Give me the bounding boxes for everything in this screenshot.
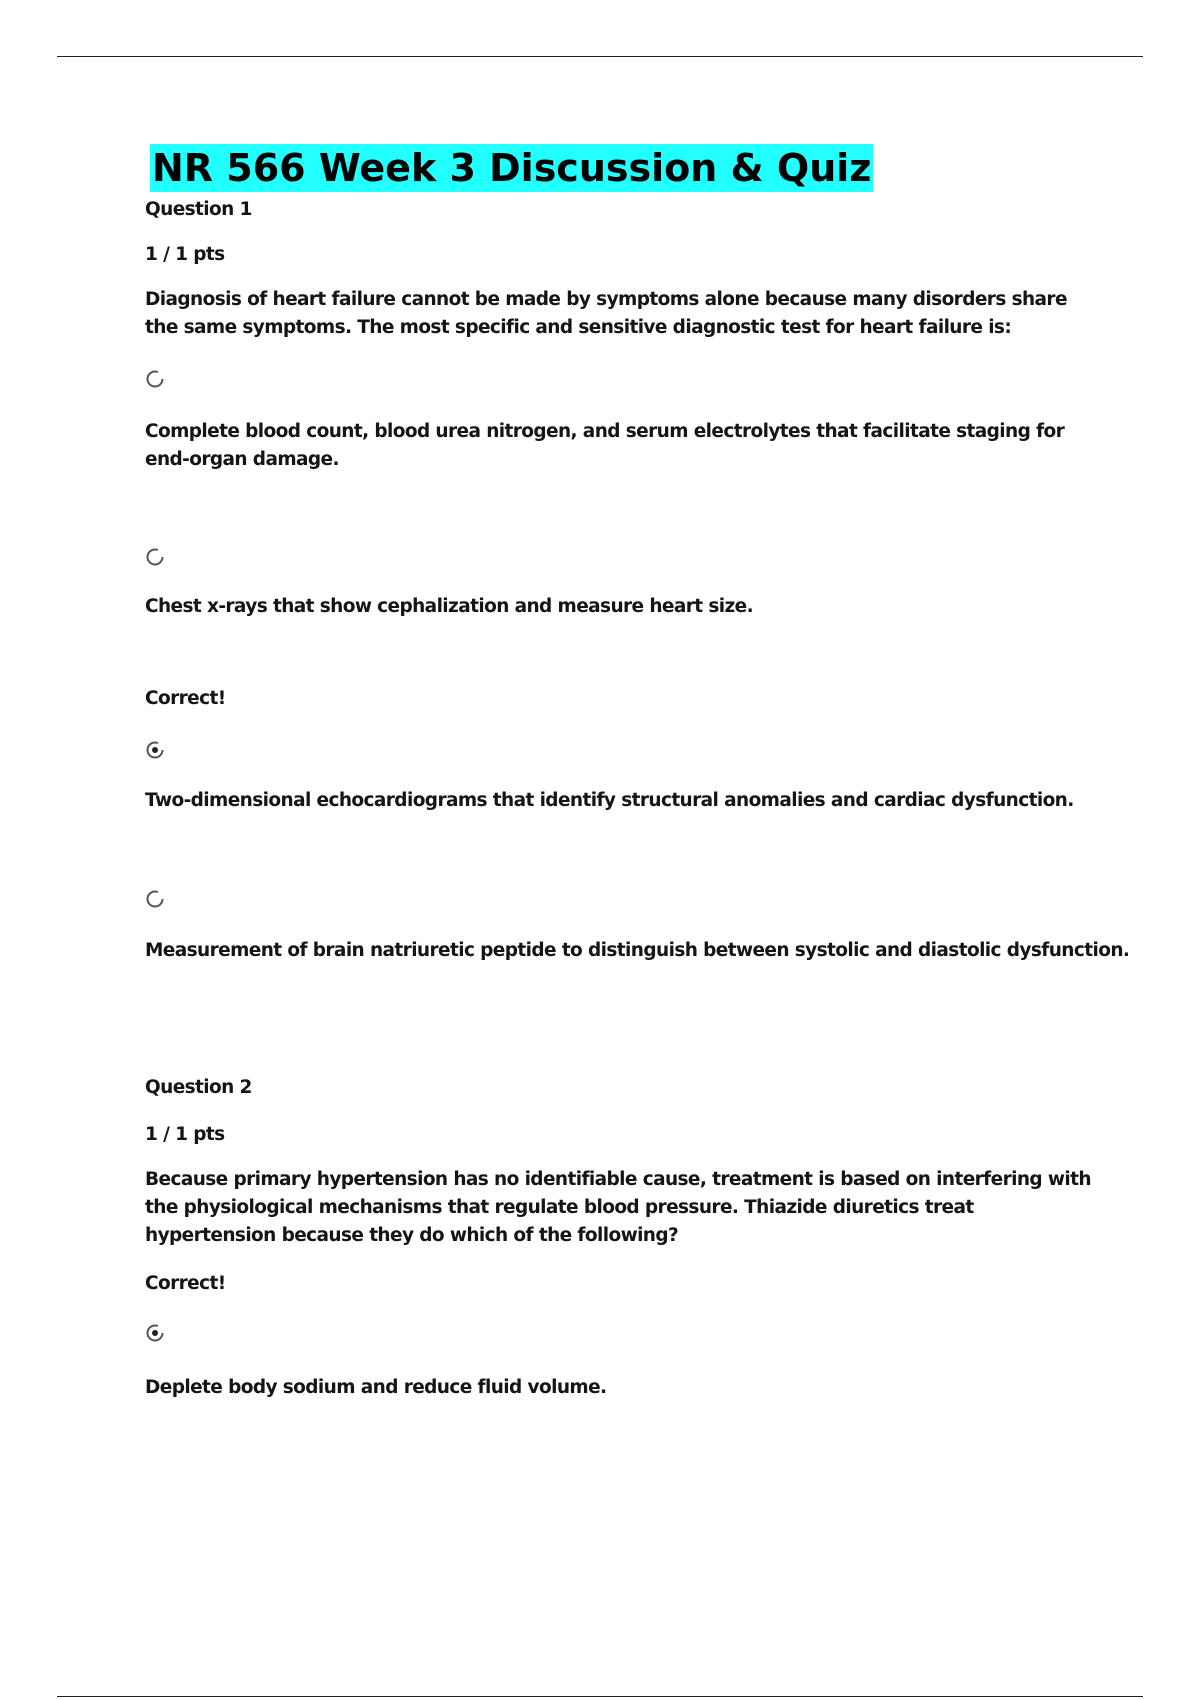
question-1-option-4[interactable]: Measurement of brain natriuretic peptide to distinguish between systolic and diastolic dysfunction. bbox=[145, 940, 1130, 961]
radio-unselected-icon[interactable] bbox=[145, 547, 165, 567]
question-2-label: Question 2 bbox=[145, 1077, 252, 1098]
question-2-points: 1 / 1 pts bbox=[145, 1124, 225, 1145]
question-1-label: Question 1 bbox=[145, 199, 252, 220]
radio-selected-icon[interactable] bbox=[145, 1323, 165, 1343]
question-2-option-1[interactable]: Deplete body sodium and reduce fluid volume. bbox=[145, 1377, 607, 1398]
question-1-correct-label: Correct! bbox=[145, 688, 226, 709]
question-2-prompt: Because primary hypertension has no identifiable cause, treatment is based on interfering with the physiological mechanisms that regulate blood pressure. Thiazide diuretics treat hypertension because they do which of the following? bbox=[145, 1169, 1091, 1246]
radio-selected-icon[interactable] bbox=[145, 740, 165, 760]
question-1-option-2[interactable]: Chest x-rays that show cephalization and measure heart size. bbox=[145, 596, 754, 617]
question-1-option-3[interactable]: Two-dimensional echocardiograms that identify structural anomalies and cardiac dysfunction. bbox=[145, 790, 1074, 811]
radio-unselected-icon[interactable] bbox=[145, 369, 165, 389]
radio-unselected-icon[interactable] bbox=[145, 889, 165, 909]
top-rule bbox=[57, 56, 1143, 57]
question-1-option-1[interactable]: Complete blood count, blood urea nitrogen, and serum electrolytes that facilitate staging for end-organ damage. bbox=[145, 421, 1065, 470]
page-title: NR 566 Week 3 Discussion & Quiz bbox=[152, 146, 872, 190]
question-1-points: 1 / 1 pts bbox=[145, 244, 225, 265]
question-2-correct-label: Correct! bbox=[145, 1273, 226, 1294]
bottom-rule bbox=[57, 1696, 1143, 1697]
question-1-prompt: Diagnosis of heart failure cannot be made by symptoms alone because many disorders share the same symptoms. The most specific and sensitive diagnostic test for heart failure is: bbox=[145, 289, 1067, 338]
